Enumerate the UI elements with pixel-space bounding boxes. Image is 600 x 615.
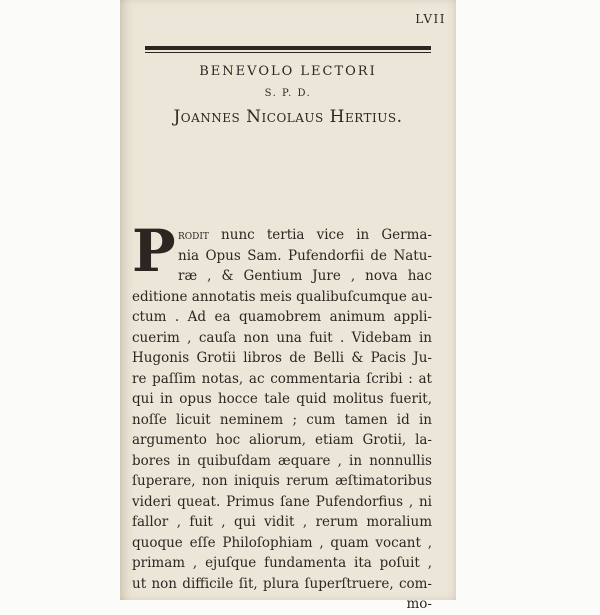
book-page: [120, 0, 456, 612]
text-line: primam , ejuſque fundamenta ita poſuit ,: [132, 555, 432, 571]
header-rule-thick: [145, 46, 431, 50]
heading-salutation: S. P. D.: [264, 88, 312, 99]
heading-author: Joannes Nicolaus Hertius.: [173, 107, 403, 127]
text-line: Hugonis Grotii libros de Belli & Pacis Ju-: [132, 350, 432, 366]
text-line: ctum . Ad ea quamobrem animum appli-: [132, 309, 432, 325]
text-line: re paſſim notas, ac commentaria ſcribi : at: [132, 370, 432, 387]
text-line: cuerim , cauſa non una fuit . Videbam in: [132, 329, 432, 346]
drop-cap: P: [132, 217, 176, 285]
text-line: fallor , fuit , qui vidit , rerum moralium: [132, 514, 432, 530]
header-rule-thin: [145, 52, 431, 53]
text-line: ſuperare, non iniquis rerum æſtimatoribus: [132, 473, 432, 489]
catchword: mo-: [406, 596, 432, 612]
heading-addressee: BENEVOLO LECTORI: [199, 64, 377, 79]
text-line: bores in quibuſdam æquare , in nonnullis: [132, 452, 432, 469]
text-line: argumento hoc aliorum, etiam Grotii, la-: [132, 432, 432, 448]
text-line: editione annotatis meis qualibuſcumque au-: [132, 288, 433, 305]
text-line: noſſe licuit neminem ; cum tamen id in: [132, 411, 432, 428]
text-line: [132, 225, 432, 246]
text-line: videri queat. Primus ſane Pufendorfius , ni: [132, 493, 432, 510]
text-line: nia Opus Sam. Pufendorfii de Natu-: [178, 247, 432, 264]
text-line: ræ , & Gentium Jure , nova hac: [178, 268, 432, 284]
body-text: [132, 217, 433, 615]
text-line: quoque eſſe Philoſophiam , quam vocant ,: [132, 534, 432, 551]
page-number: LVII: [415, 12, 446, 26]
text-line: ut non difficile ſit, plura ſuperſtruere, com-: [132, 575, 432, 592]
first-word: rodit: [178, 227, 209, 243]
text-line: qui in opus hocce tale quid molitus fuerit,: [132, 391, 432, 407]
text-line-content: nunc tertia vice in Germa-: [208, 227, 432, 243]
